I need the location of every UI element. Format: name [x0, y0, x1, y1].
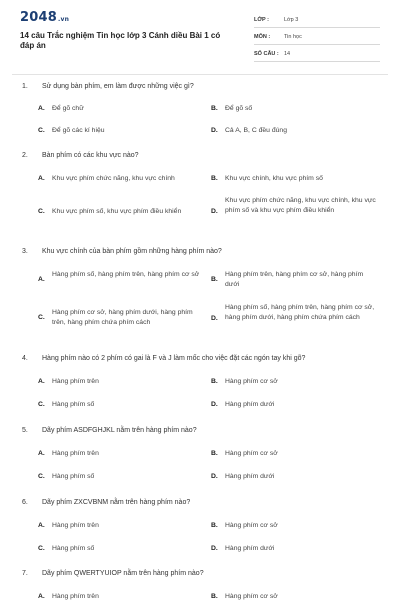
option-letter: C. — [38, 208, 45, 215]
option-text: Hàng phím cơ sở — [225, 593, 278, 600]
option-letter: C. — [38, 401, 45, 408]
option-text: Hàng phím số — [52, 545, 95, 552]
option-letter: D. — [211, 473, 218, 480]
option-letter: D. — [211, 127, 218, 134]
option-text: Hàng phím số — [52, 473, 95, 480]
option-text: Hàng phím trên — [52, 378, 99, 385]
document-title: 14 câu Trắc nghiệm Tin học lớp 3 Cánh diều Bài 1 có đáp án — [20, 31, 221, 50]
option-letter: A. — [38, 276, 45, 283]
question-text: Dãy phím ZXCVBNM nằm trên hàng phím nào? — [42, 499, 191, 506]
question-text: Dãy phím ASDFGHJKL nằm trên hàng phím nào? — [42, 427, 197, 434]
question-number: 5. — [22, 427, 28, 434]
option-letter: C. — [38, 314, 45, 321]
option-text: Khu vực chính, khu vực phím số — [225, 175, 323, 182]
site-logo[interactable] — [20, 10, 69, 25]
option-letter: A. — [38, 450, 45, 457]
meta-value-subject: Tin học — [284, 34, 302, 40]
question-text: Hàng phím nào có 2 phím có gai là F và J làm mốc cho việc đặt các ngón tay khi gõ? — [42, 355, 306, 362]
document-meta — [254, 14, 380, 65]
question-text: Sử dụng bàn phím, em làm được những việc gì? — [42, 83, 194, 90]
option-text: Hàng phím cơ sở — [225, 378, 278, 385]
question-text: Bàn phím có các khu vực nào? — [42, 152, 139, 159]
logo-text: 2048 — [20, 10, 57, 25]
option-text: Hàng phím dưới — [225, 401, 275, 408]
option-text: Để gõ chữ — [52, 105, 84, 112]
option-letter: D. — [211, 401, 218, 408]
question-text: Dãy phím QWERTYUIOP nằm trên hàng phím nào? — [42, 570, 204, 577]
option-letter: B. — [211, 276, 218, 283]
option-text: Hàng phím số, hàng phím trên, hàng phím cơ sở, hàng phím dưới, hàng phím chứa phím cách — [225, 304, 375, 321]
option-letter: D. — [211, 545, 218, 552]
option-letter: C. — [38, 545, 45, 552]
meta-row-class — [254, 14, 380, 28]
option-letter: B. — [211, 522, 218, 529]
option-text: Để gõ số — [225, 105, 253, 112]
option-letter: A. — [38, 522, 45, 529]
option-text: Hàng phím cơ sở — [225, 522, 278, 529]
question-number: 3. — [22, 248, 28, 255]
option-text: Khu vực phím số, khu vực phím điều khiển — [52, 208, 182, 215]
meta-label-class: LỚP : — [254, 17, 269, 23]
option-text: Để gõ các kí hiệu — [52, 127, 105, 134]
option-letter: B. — [211, 378, 218, 385]
option-text: Cả A, B, C đều đúng — [225, 127, 287, 134]
option-letter: D. — [211, 315, 218, 322]
option-letter: C. — [38, 127, 45, 134]
option-text: Hàng phím trên — [52, 450, 99, 457]
option-text: Hàng phím cơ sở, hàng phím dưới, hàng phím trên, hàng phím chứa phím cách — [52, 309, 193, 326]
option-letter: C. — [38, 473, 45, 480]
question-number: 2. — [22, 152, 28, 159]
option-text: Hàng phím cơ sở — [225, 450, 278, 457]
header-divider — [12, 74, 388, 75]
option-letter: D. — [211, 208, 218, 215]
option-letter: B. — [211, 175, 218, 182]
option-text: Hàng phím dưới — [225, 473, 275, 480]
option-text: Khu vực phím chức năng, khu vực chính — [52, 175, 175, 182]
meta-label-count: SỐ CÂU : — [254, 51, 279, 57]
option-text: Hàng phím trên — [52, 593, 99, 600]
option-text: Hàng phím dưới — [225, 545, 275, 552]
option-text: Khu vực phím chức năng, khu vực chính, khu vực phím số và khu vực phím điều khiển — [225, 197, 376, 214]
option-letter: B. — [211, 105, 218, 112]
meta-row-count — [254, 48, 380, 62]
option-letter: B. — [211, 593, 218, 600]
meta-row-subject — [254, 31, 380, 45]
option-text: Hàng phím trên — [52, 522, 99, 529]
question-number: 1. — [22, 83, 28, 90]
option-text: Hàng phím số — [52, 401, 95, 408]
question-number: 6. — [22, 499, 28, 506]
question-number: 7. — [22, 570, 28, 577]
option-letter: A. — [38, 175, 45, 182]
option-letter: B. — [211, 450, 218, 457]
question-number: 4. — [22, 355, 28, 362]
option-text: Hàng phím trên, hàng phím cơ sở, hàng phím dưới — [225, 271, 364, 288]
logo-suffix: .vn — [57, 16, 70, 23]
meta-label-subject: MÔN : — [254, 34, 271, 40]
meta-value-class: Lớp 3 — [284, 17, 299, 23]
option-letter: A. — [38, 378, 45, 385]
option-letter: A. — [38, 105, 45, 112]
question-text: Khu vực chính của bàn phím gồm những hàng phím nào? — [42, 248, 222, 255]
option-letter: A. — [38, 593, 45, 600]
meta-value-count: 14 — [284, 51, 291, 57]
page-header — [0, 0, 400, 68]
option-text: Hàng phím số, hàng phím trên, hàng phím cơ sở — [52, 271, 200, 278]
